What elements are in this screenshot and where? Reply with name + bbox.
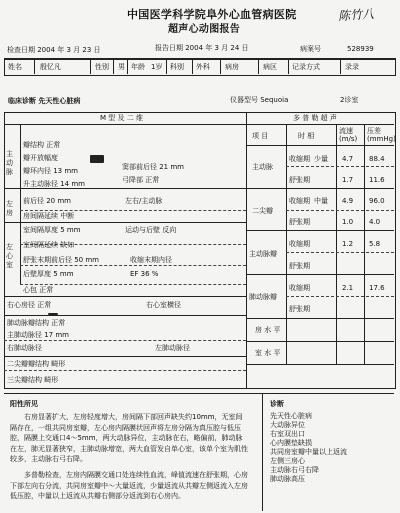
velocity: 1.0 xyxy=(342,218,354,226)
patient-name: 殷忆凡 xyxy=(40,63,61,71)
phase: 收缩期 xyxy=(289,284,310,292)
group-left-atrium: 左房 xyxy=(6,200,13,217)
pulmonary-valve: 肺动脉瓣结构 正常 xyxy=(7,319,66,327)
main-pa: 主肺动脉径 17 mm xyxy=(7,331,69,339)
aorta-valve-structure: 瓣结构 正常 xyxy=(23,141,61,149)
aorta-sinus: 窦部前后径 21 mm xyxy=(122,163,184,171)
tricuspid-valve: 三尖瓣结构 畸形 xyxy=(7,376,59,384)
doppler-row-mitral: 二尖瓣 xyxy=(252,207,273,215)
ascending-aorta: 升主动脉径 14 mm xyxy=(23,180,85,188)
left-pa: 左肺动脉径 xyxy=(155,344,190,352)
dept: 外科 xyxy=(196,63,210,71)
findings-paragraph-2: 多普勒检查，左房内隔膜交通口处连续性血流，峰值流速在舒张期，心房下部左向右分流，共同房室瓣中～大量返流，少量返流从共瓣左侧返流入左房低压腔，中量以上返流从共瓣右侧部分返流到右心房内。 xyxy=(10,471,248,500)
dept-label: 科别 xyxy=(170,63,184,71)
ventricular-septum: 室间隔延续 缺如 xyxy=(23,241,75,249)
gradient: 88.4 xyxy=(369,155,385,163)
name-label: 姓名 xyxy=(8,63,22,71)
diagnosis-item: 共同房室瓣中量以上返流 xyxy=(270,448,347,456)
case-no-label: 病案号 xyxy=(300,45,321,53)
findings-heading: 阳性所见 xyxy=(10,400,38,408)
handwritten-signature: 陈竹八 xyxy=(337,6,375,24)
col-phase: 时 相 xyxy=(298,132,315,140)
doppler-row-atrial-level: 房 水 平 xyxy=(255,326,281,334)
right-pa: 右肺动脉径 xyxy=(7,344,42,352)
age: 1岁 xyxy=(151,63,163,71)
col-item: 项 目 xyxy=(252,132,269,140)
doppler-row-pulmonary-valve: 肺动脉瓣 xyxy=(249,293,277,301)
diagnosis-item: 大动脉异位 xyxy=(270,421,305,429)
redaction-mark xyxy=(90,155,104,163)
rv-diameter: 右心室横径 xyxy=(146,301,181,309)
ra-diameter: 右心房径 正常 xyxy=(7,301,52,309)
regurg-amount: 少量 xyxy=(314,155,328,163)
doppler-heading: 多 普 勒 超 声 xyxy=(293,114,337,122)
velocity: 4.9 xyxy=(342,197,354,205)
hospital-name: 中国医学科学院阜外心血管病医院 xyxy=(127,8,297,21)
group-left-ventricle: 左心室 xyxy=(6,243,13,269)
findings-paragraph-1: 右房显著扩大，左房轻度增大，房间隔下部回声缺失约10mm，无室间隔存在，一组共同房室瓣，左心房内隔膜状回声将左房分隔为真压腔与低压腔，隔膜上交通口4～5mm，两大动脉异位，主动脉在右，略偏前，肺动脉在左，肺无显著狭窄，主肺动脉增宽，两大血管发自单心室，该单个室为肌性较多，主动脉右弓右降。 xyxy=(10,413,248,463)
group-aorta: 主动脉 xyxy=(6,150,13,176)
gradient: 5.8 xyxy=(369,240,381,248)
col-velocity: 流速 (m/s) xyxy=(339,127,358,143)
posterior-wall: 后壁厚度 5 mm xyxy=(23,270,74,278)
record-label: 记录方式 xyxy=(292,63,320,71)
report-date: 报告日期 2004 年 3 月 24 日 xyxy=(155,44,249,52)
gradient: 11.6 xyxy=(369,176,385,184)
phase: 收缩期 xyxy=(289,240,310,248)
aorta-valve-opening: 瓣开放幅度 xyxy=(23,154,58,162)
diagnosis-item: 主动脉右弓右降 xyxy=(270,466,319,474)
gender-label: 性别 xyxy=(95,63,109,71)
redaction-mark xyxy=(48,313,58,315)
ivs-thickness: 室间隔厚度 5 mm xyxy=(23,226,81,234)
gender: 男 xyxy=(118,63,125,71)
ejection-fraction: EF 36 % xyxy=(130,270,159,278)
phase: 收缩期 xyxy=(289,155,310,163)
aortic-arch: 弓降部 正常 xyxy=(122,176,160,184)
diagnosis-item: 先天性心脏病 xyxy=(270,412,312,420)
ivs-motion: 运动与后壁 反向 xyxy=(125,226,177,234)
exam-date: 检查日期 2004 年 3 月 23 日 xyxy=(7,46,101,54)
phase: 舒张期 xyxy=(289,218,310,226)
clinical-diagnosis: 临床诊断 先天性心脏病 xyxy=(8,97,81,105)
atrial-septum: 房间隔延续 中断 xyxy=(23,212,75,220)
ward: 病区 xyxy=(263,63,277,71)
instrument-model: 仪器型号 Sequoia xyxy=(230,96,289,104)
gradient: 17.6 xyxy=(369,284,385,292)
diagnosis-item: 右室双出口 xyxy=(270,430,305,438)
diagnosis-heading: 诊断 xyxy=(270,400,284,408)
ward-label: 病房 xyxy=(225,63,239,71)
phase: 舒张期 xyxy=(289,262,310,270)
doppler-row-aorta: 主动脉 xyxy=(252,163,273,171)
phase: 舒张期 xyxy=(289,176,310,184)
exam-room: 2诊室 xyxy=(340,96,359,104)
m-mode-heading: M 型 及 二 维 xyxy=(100,114,143,122)
phase: 舒张期 xyxy=(289,305,310,313)
pericardium: 心包 正常 xyxy=(23,286,54,294)
record-mode: 录录 xyxy=(345,63,359,71)
la-ao-ratio: 左右/主动脉 xyxy=(125,197,163,205)
age-label: 年龄 xyxy=(131,63,145,71)
velocity: 4.7 xyxy=(342,155,354,163)
measurement-table xyxy=(4,112,396,389)
doppler-row-aortic-valve: 主动脉瓣 xyxy=(249,250,277,258)
velocity: 1.2 xyxy=(342,240,354,248)
doppler-row-ventricular-level: 室 水 平 xyxy=(255,349,281,357)
velocity: 1.7 xyxy=(342,176,354,184)
lv-esd: 收缩末期内径 xyxy=(130,256,172,264)
la-ap-diameter: 前后径 20 mm xyxy=(23,197,71,205)
mitral-valve: 二尖瓣瓣结构 畸形 xyxy=(7,360,66,368)
regurg-amount: 中量 xyxy=(314,197,328,205)
diagnosis-item: 左侧三房心 xyxy=(270,457,305,465)
gradient: 4.0 xyxy=(369,218,381,226)
case-no: 528939 xyxy=(347,45,374,53)
gradient: 96.0 xyxy=(369,197,385,205)
phase: 收缩期 xyxy=(289,197,310,205)
col-gradient: 压差 (mmHg) xyxy=(367,127,396,143)
aorta-annulus: 瓣环内径 13 mm xyxy=(23,167,78,175)
velocity: 2.1 xyxy=(342,284,354,292)
lv-edd: 舒张末期前后径 50 mm xyxy=(23,256,99,264)
diagnosis-item: 心内膜垫缺损 xyxy=(270,439,312,447)
diagnosis-item: 肺动脉高压 xyxy=(270,475,305,483)
report-title: 超声心动图报告 xyxy=(168,24,241,35)
